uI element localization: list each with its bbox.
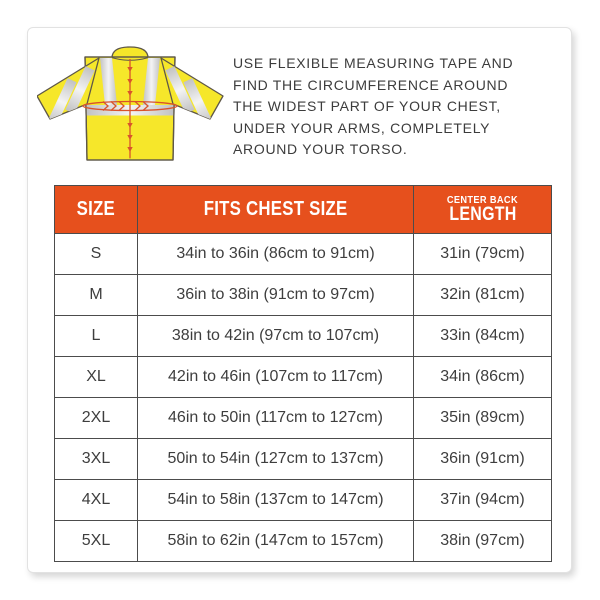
cell-size: S [55, 234, 138, 275]
size-table [54, 185, 552, 562]
cell-size: L [55, 316, 138, 357]
header-back-line2: LENGTH [448, 204, 517, 225]
header-back-line1: CENTER BACK [446, 194, 519, 206]
cell-size: M [55, 275, 138, 316]
cell-size: 5XL [55, 521, 138, 562]
cell-chest: 38in to 42in (97cm to 107cm) [138, 316, 414, 357]
table-row [55, 480, 552, 521]
cell-back: 34in (86cm) [414, 357, 552, 398]
cell-size: 2XL [55, 398, 138, 439]
table-row [55, 398, 552, 439]
jacket-collar [112, 47, 148, 58]
cell-chest: 36in to 38in (91cm to 97cm) [138, 275, 414, 316]
cell-chest: 34in to 36in (86cm to 91cm) [138, 234, 414, 275]
table-row [55, 439, 552, 480]
table-row [55, 521, 552, 562]
cell-chest: 42in to 46in (107cm to 117cm) [138, 357, 414, 398]
header-cell-size [55, 186, 138, 234]
cell-back: 38in (97cm) [414, 521, 552, 562]
size-table-body [55, 234, 552, 562]
instructions-line: UNDER YOUR ARMS, COMPLETELY [233, 119, 491, 136]
cell-back: 31in (79cm) [414, 234, 552, 275]
header-cell-back-length [414, 186, 552, 234]
cell-chest: 50in to 54in (127cm to 137cm) [138, 439, 414, 480]
cell-chest: 58in to 62in (147cm to 157cm) [138, 521, 414, 562]
header-size-label: SIZE [76, 198, 116, 220]
instructions-line: USE FLEXIBLE MEASURING TAPE AND [233, 55, 514, 71]
jacket-illustration-container [37, 46, 227, 166]
cell-chest: 54in to 58in (137cm to 147cm) [138, 480, 414, 521]
cell-size: 4XL [55, 480, 138, 521]
cell-size: XL [55, 357, 138, 398]
size-chart-card [27, 27, 572, 573]
size-table-header [55, 186, 552, 234]
header-chest-label: FITS CHEST SIZE [203, 198, 348, 220]
table-row [55, 275, 552, 316]
cell-back: 36in (91cm) [414, 439, 552, 480]
cell-size: 3XL [55, 439, 138, 480]
measuring-instructions [233, 53, 565, 161]
cell-back: 32in (81cm) [414, 275, 552, 316]
cell-chest: 46in to 50in (117cm to 127cm) [138, 398, 414, 439]
header-back-label [414, 195, 551, 224]
table-row [55, 234, 552, 275]
cell-back: 37in (94cm) [414, 480, 552, 521]
header-cell-chest [138, 186, 414, 234]
cell-back: 35in (89cm) [414, 398, 552, 439]
instructions-line: AROUND YOUR TORSO. [233, 141, 408, 157]
table-row [55, 357, 552, 398]
table-row [55, 316, 552, 357]
table-header-row [55, 186, 552, 234]
cell-back: 33in (84cm) [414, 316, 552, 357]
hi-vis-jacket-illustration [37, 46, 227, 166]
instructions-line: FIND THE CIRCUMFERENCE AROUND [233, 76, 509, 93]
instructions-line: THE WIDEST PART OF YOUR CHEST, [233, 98, 501, 114]
